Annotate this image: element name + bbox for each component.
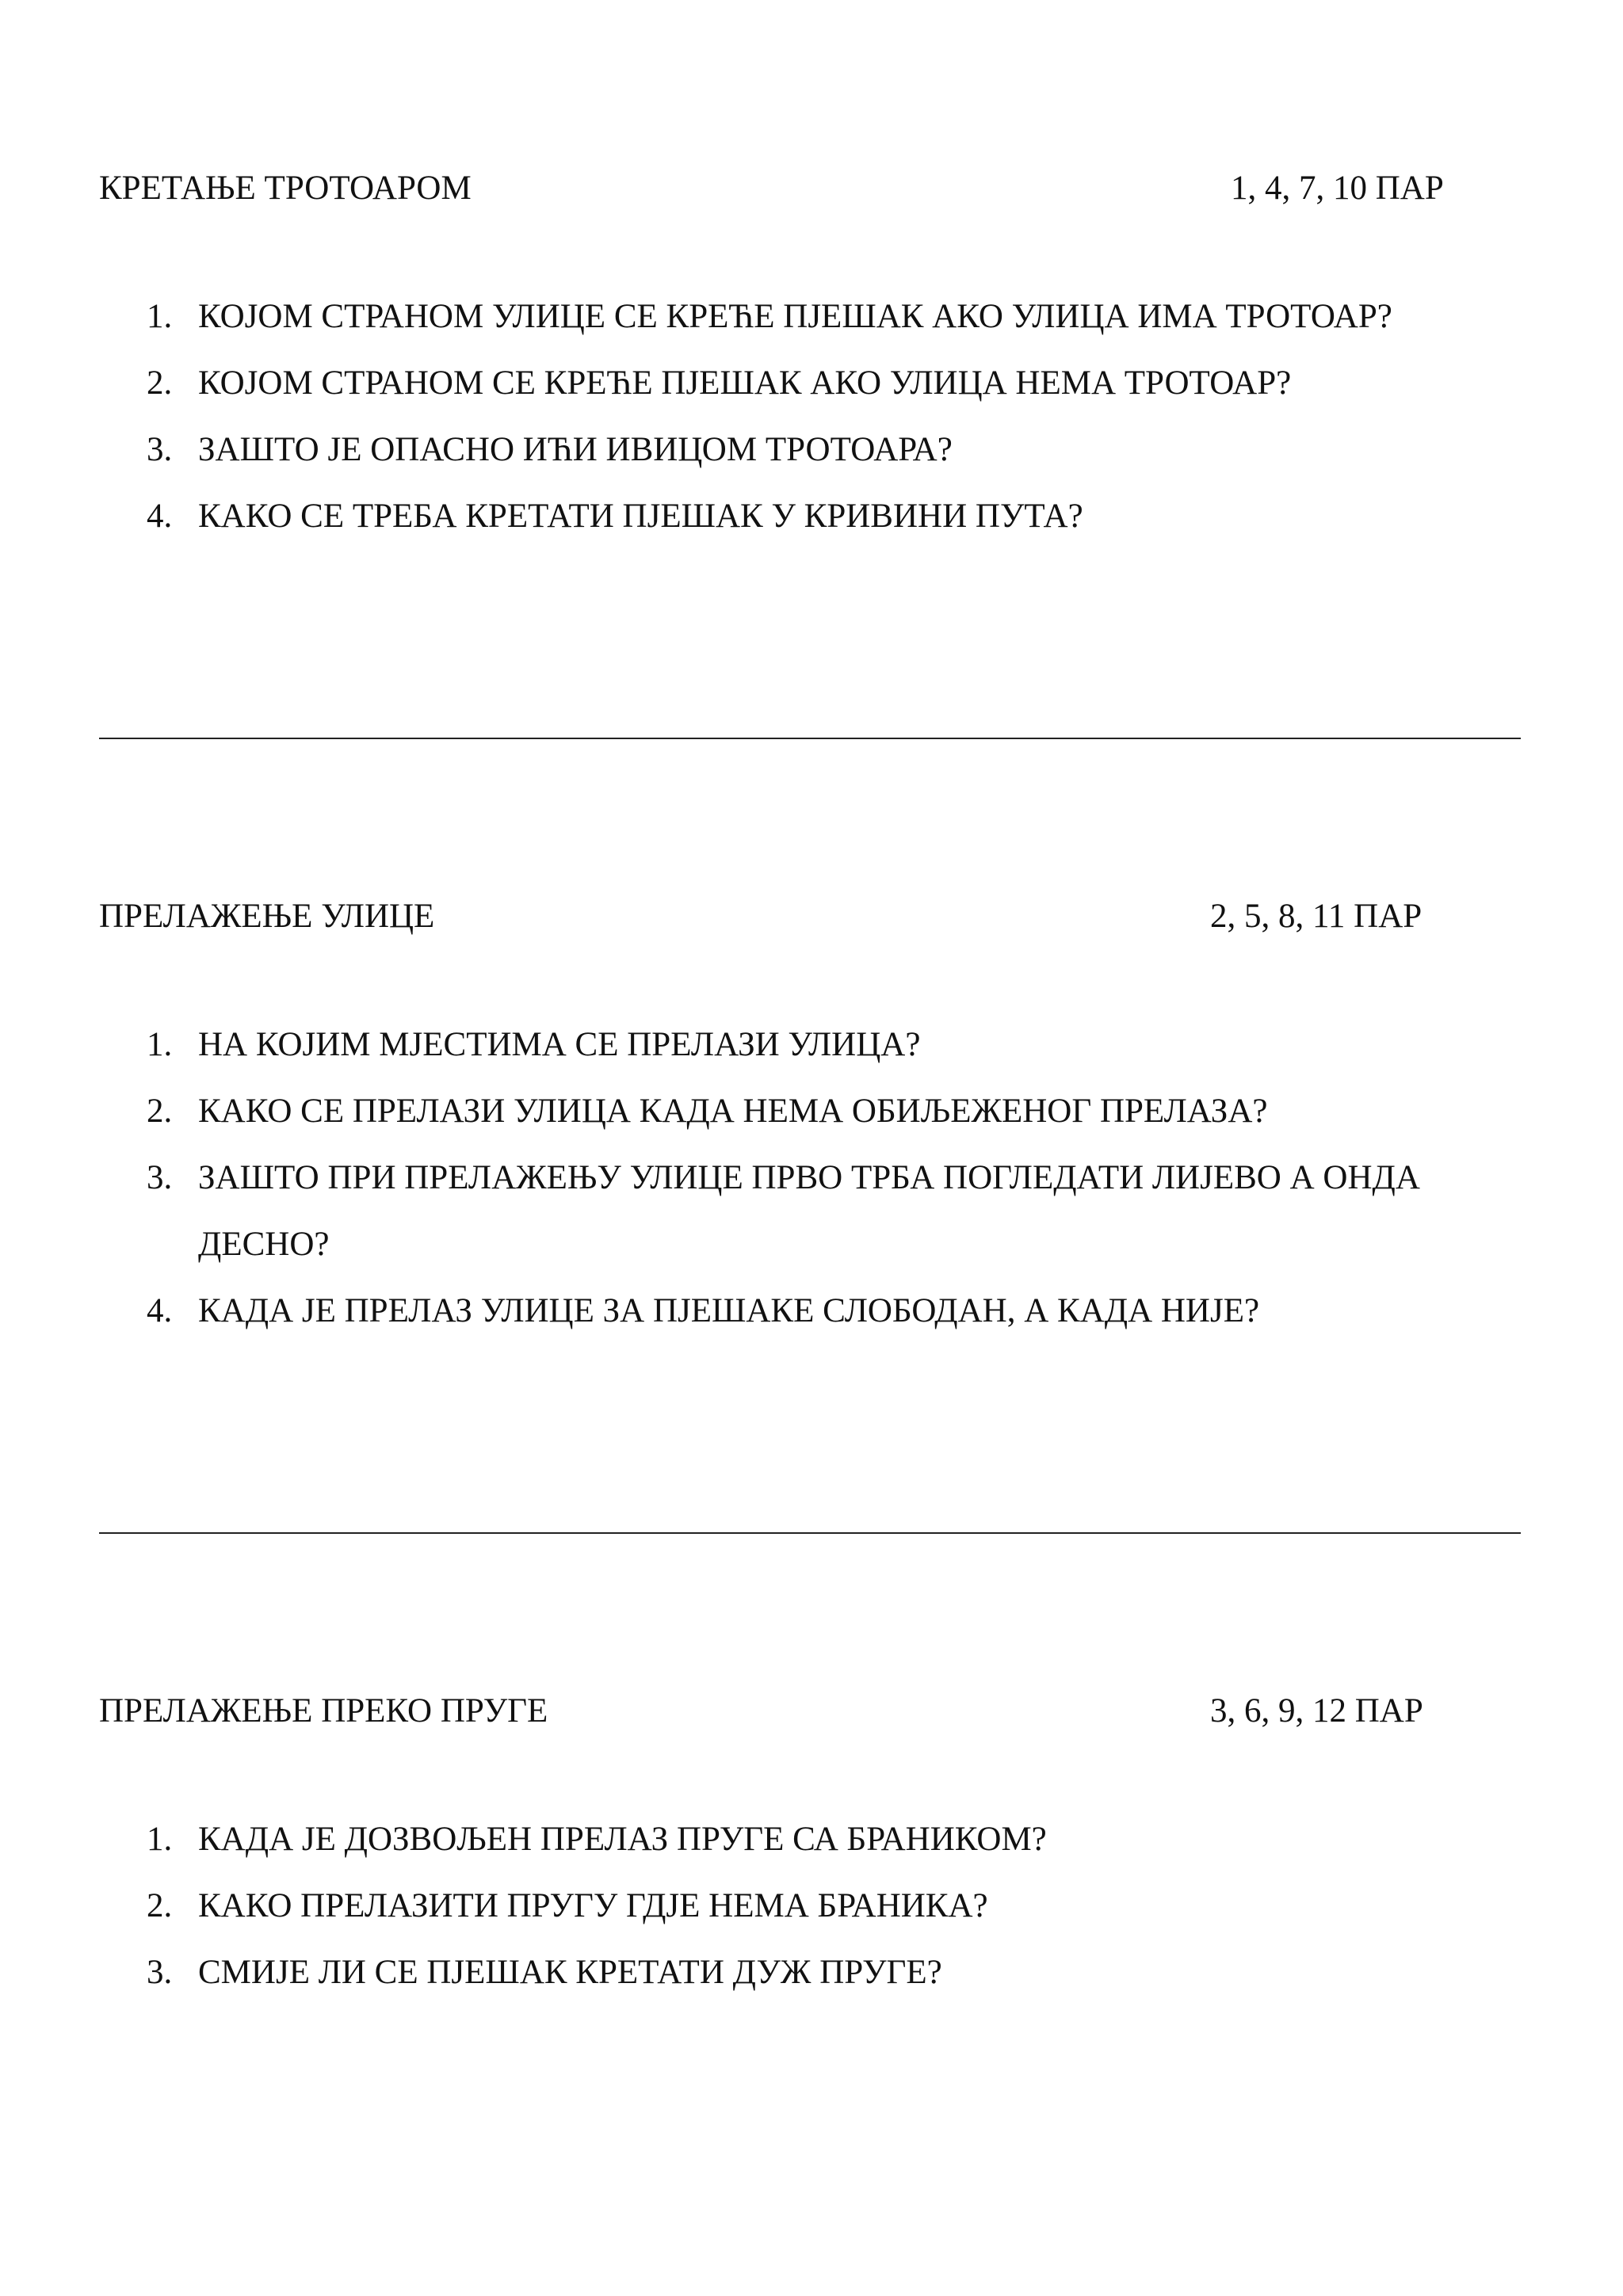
question-list: [0, 1806, 1623, 2006]
question-text: СМИЈЕ ЛИ СЕ ПЈЕШАК КРЕТАТИ ДУЖ ПРУГЕ?: [198, 1954, 942, 1991]
question-text: КАДА ЈЕ ДОЗВОЉЕН ПРЕЛАЗ ПРУГЕ СА БРАНИКОМ?: [198, 1821, 1047, 1858]
question-text: КАКО ПРЕЛАЗИТИ ПРУГУ ГДЈЕ НЕМА БРАНИКА?: [198, 1887, 988, 1924]
question-item: [0, 1145, 1623, 1278]
question-item: [0, 1012, 1623, 1078]
question-number: 1.: [147, 298, 173, 335]
question-number: 1.: [147, 1821, 173, 1858]
question-number: 4.: [147, 498, 173, 535]
section-divider: [99, 738, 1521, 739]
section-pairs: 2, 5, 8, 11 ПАР: [1210, 898, 1423, 935]
question-item: [0, 1278, 1623, 1344]
section-header: [0, 893, 1623, 940]
section-title: КРЕТАЊЕ ТРОТОАРОМ: [99, 170, 472, 207]
question-text: КОЈОМ СТРАНОМ СЕ КРЕЋЕ ПЈЕШАК АКО УЛИЦА НЕМА ТРОТОАР?: [198, 364, 1292, 402]
question-text: НА КОЈИМ МЈЕСТИМА СЕ ПРЕЛАЗИ УЛИЦА?: [198, 1026, 921, 1063]
question-item: [0, 1873, 1623, 1939]
question-text: ЗАШТО ЈЕ ОПАСНО ИЋИ ИВИЦОМ ТРОТОАРА?: [198, 431, 953, 468]
question-text: КАКО СЕ ТРЕБА КРЕТАТИ ПЈЕШАК У КРИВИНИ ПУТА?: [198, 498, 1083, 535]
section-railway-crossing: [0, 1688, 1623, 1991]
question-number: 2.: [147, 1887, 173, 1924]
section-crossing-street: [0, 893, 1623, 1329]
question-list: [0, 1012, 1623, 1344]
question-number: 1.: [147, 1026, 173, 1063]
question-item: [0, 417, 1623, 483]
question-text: ЗАШТО ПРИ ПРЕЛАЖЕЊУ УЛИЦЕ ПРВО ТРБА ПОГЛЕДАТИ ЛИЈЕВО А ОНДА ДЕСНО?: [198, 1159, 1420, 1263]
question-item: [0, 483, 1623, 550]
section-header: [0, 1688, 1623, 1735]
section-pairs: 1, 4, 7, 10 ПАР: [1231, 170, 1444, 207]
question-item: [0, 1806, 1623, 1873]
section-pairs: 3, 6, 9, 12 ПАР: [1210, 1692, 1423, 1730]
question-item: [0, 284, 1623, 350]
question-number: 3.: [147, 1954, 173, 1991]
question-text: КОЈОМ СТРАНОМ УЛИЦЕ СЕ КРЕЋЕ ПЈЕШАК АКО УЛИЦА ИМА ТРОТОАР?: [198, 298, 1392, 335]
question-item: [0, 1078, 1623, 1145]
question-number: 2.: [147, 1093, 173, 1130]
question-list: [0, 284, 1623, 550]
question-number: 2.: [147, 364, 173, 402]
question-item: [0, 350, 1623, 417]
section-title: ПРЕЛАЖЕЊЕ ПРЕКО ПРУГЕ: [99, 1692, 548, 1730]
question-number: 3.: [147, 431, 173, 468]
section-sidewalk: [0, 165, 1623, 535]
section-divider: [99, 1532, 1521, 1534]
section-title: ПРЕЛАЖЕЊЕ УЛИЦЕ: [99, 898, 435, 935]
question-number: 3.: [147, 1159, 173, 1196]
question-item: [0, 1939, 1623, 2006]
question-text: КАДА ЈЕ ПРЕЛАЗ УЛИЦЕ ЗА ПЈЕШАКЕ СЛОБОДАН, А КАДА НИЈЕ?: [198, 1292, 1260, 1329]
question-text: КАКО СЕ ПРЕЛАЗИ УЛИЦА КАДА НЕМА ОБИЉЕЖЕНОГ ПРЕЛАЗА?: [198, 1093, 1268, 1130]
section-header: [0, 165, 1623, 212]
question-number: 4.: [147, 1292, 173, 1329]
